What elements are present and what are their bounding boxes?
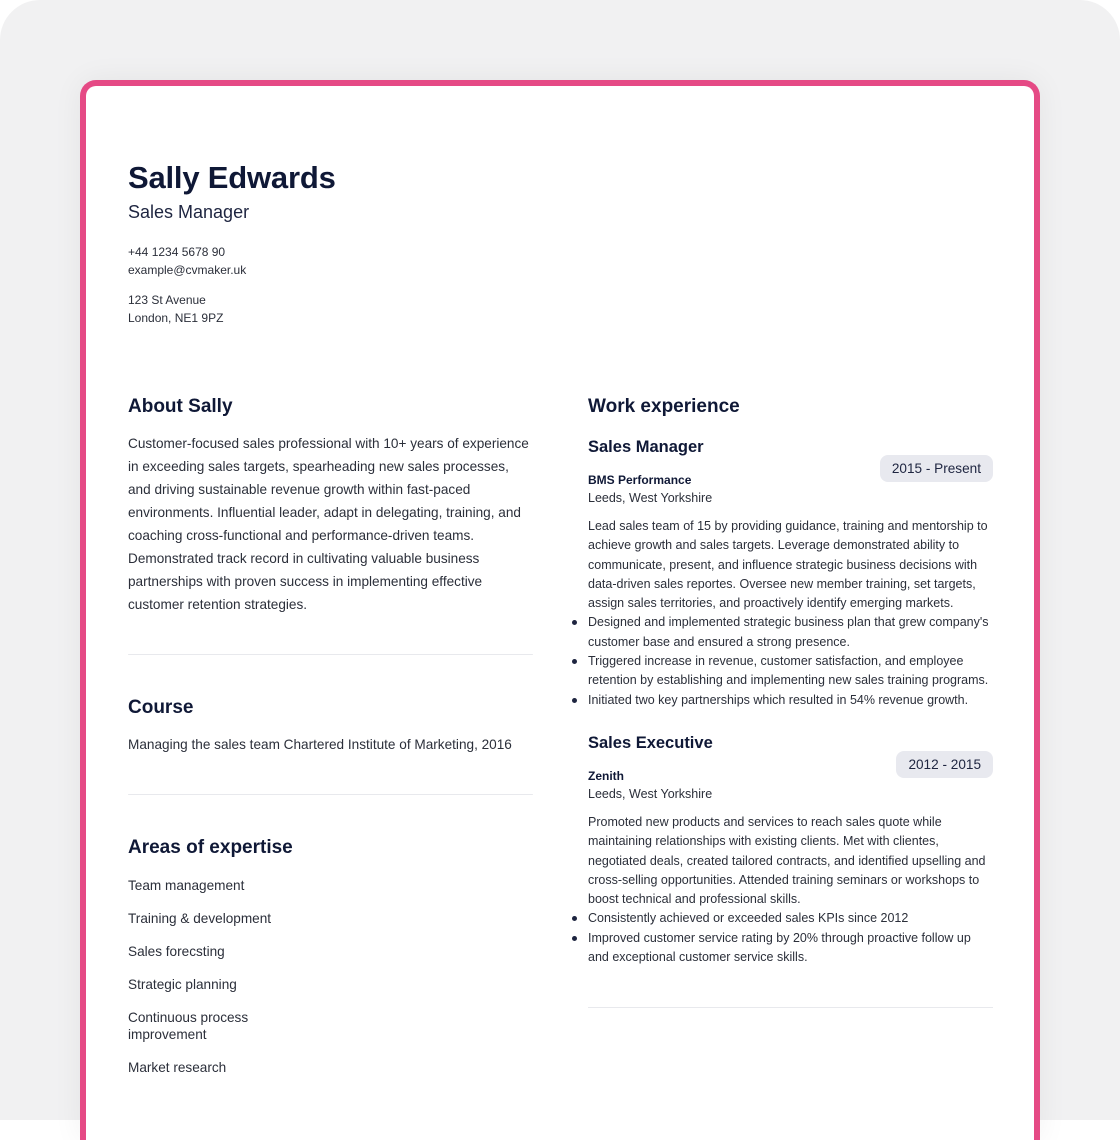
job-entry — [588, 734, 993, 1008]
candidate-role: Sales Manager — [128, 202, 250, 222]
date-badge: 2015 - Present — [880, 455, 993, 482]
company-name: BMS Performance — [588, 473, 692, 487]
expertise-item: Continuous process improvement — [128, 1010, 249, 1042]
about-text: Customer-focused sales professional with 10+ years of experience in exceeding sales targets, spearheading new sales processes, and driving sustainable revenue growth within fast-paced environments. Influential leader, adapt in delegating, training, and coaching cross-functional and performance-driven teams. Demonstrated track record in cultivating valuable business partnerships with proven success in implementing effective customer retention strategies. — [128, 436, 529, 612]
expertise-item: Team management — [128, 878, 245, 893]
phone-number: +44 1234 5678 90 — [128, 245, 226, 259]
job-description: Lead sales team of 15 by providing guidance, training and mentorship to achieve growth and sales targets. Leverage demonstrated ability to communicate, present, and influence strategic business decisions with data-driven sales reportes. Oversee new member training, set targets, assign sales territories, and proactively identify emerging markets. — [588, 519, 988, 611]
expertise-item: Strategic planning — [128, 977, 237, 992]
email-address: example@cvmaker.uk — [128, 263, 247, 277]
job-location: Leeds, West Yorkshire — [588, 786, 713, 801]
job-description: Promoted new products and services to reach sales quote while maintaining relationships with existing clients. Met with clientes, negotiated deals, created tailored contracts, and identified upselling and cross-selling opportunities. Attended training seminars or workshops to boost technical and professional skills. — [588, 814, 986, 907]
achievement-item — [588, 929, 993, 968]
achievement-text: Consistently achieved or exceeded sales KPIs since 2012 — [588, 911, 909, 926]
achievement-text: Initiated two key partnerships which resulted in 54% revenue growth. — [588, 692, 969, 707]
about-section — [128, 396, 533, 616]
bullet-icon — [572, 916, 577, 921]
right-column — [588, 396, 993, 1008]
bullet-icon — [572, 659, 577, 664]
candidate-name: Sally Edwards — [128, 160, 336, 195]
address-line-1: 123 St Avenue — [128, 293, 206, 307]
achievement-item — [588, 613, 993, 652]
expertise-item: Market research — [128, 1060, 227, 1075]
work-experience-title: Work experience — [588, 396, 740, 417]
contact-info — [128, 243, 336, 279]
job-location: Leeds, West Yorkshire — [588, 491, 713, 505]
achievement-item — [588, 691, 993, 710]
job-entry — [588, 438, 993, 710]
achievement-item — [588, 652, 993, 691]
achievement-text: Triggered increase in revenue, customer satisfaction, and employee retention by establishing and implementing new sales training programs. — [588, 654, 989, 688]
job-title: Sales Manager — [588, 438, 704, 456]
section-divider — [128, 794, 533, 795]
section-divider — [588, 1007, 993, 1008]
course-section — [128, 697, 533, 756]
expertise-list — [128, 877, 533, 1076]
achievement-text: Designed and implemented strategic business plan that grew company's customer base and ensured a strong presence. — [588, 615, 989, 649]
expertise-title: Areas of expertise — [128, 837, 293, 858]
left-column — [128, 396, 533, 1092]
job-title: Sales Executive — [588, 733, 713, 752]
bullet-icon — [572, 620, 577, 625]
bullet-icon — [572, 936, 577, 941]
expertise-section — [128, 837, 533, 1076]
date-badge: 2012 - 2015 — [896, 751, 993, 778]
cv-document — [80, 80, 1040, 1140]
course-title: Course — [128, 697, 194, 718]
achievement-item — [588, 909, 993, 928]
section-divider — [128, 654, 533, 655]
about-title: About Sally — [128, 396, 233, 417]
achievement-list — [588, 613, 993, 709]
course-text: Managing the sales team Chartered Institute of Marketing, 2016 — [128, 737, 512, 752]
cv-header — [128, 160, 336, 327]
company-name: Zenith — [588, 768, 624, 783]
achievement-text: Improved customer service rating by 20% through proactive follow up and exceptional customer service skills. — [588, 930, 971, 965]
postal-address — [128, 291, 336, 327]
bullet-icon — [572, 698, 577, 703]
expertise-item: Sales forecsting — [128, 944, 225, 959]
achievement-list — [588, 909, 993, 967]
expertise-item: Training & development — [128, 911, 272, 926]
address-line-2: London, NE1 9PZ — [128, 311, 224, 325]
